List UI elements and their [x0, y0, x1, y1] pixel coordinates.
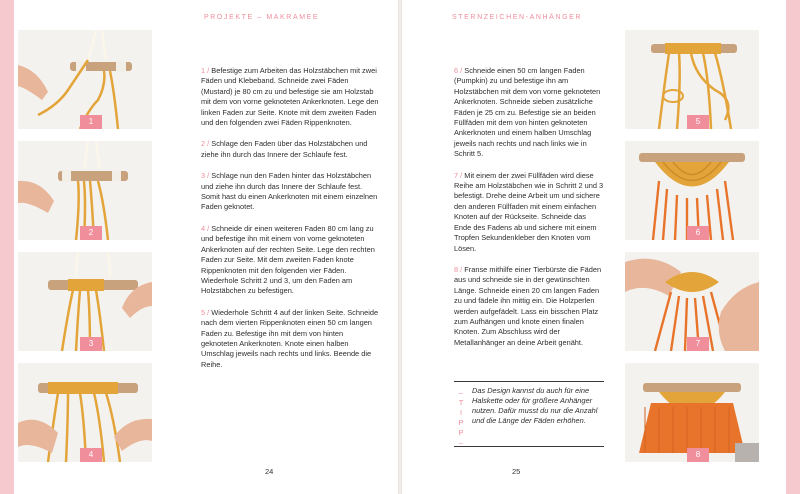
instruction-step-6	[454, 66, 604, 160]
step-photo-4	[18, 363, 152, 462]
step-text: Schneide dir einen weiteren Faden 80 cm lang zu und befestige ihn mit einem von vorne geknoteten Ankerknoten auf der rechten Seite. Lege den rechten Faden zur Seite. Mit dem zweiten Faden knote Rippenknoten mit den folgenden vier Fäden. Wiederhole Schritt 2 und 3, um den Faden am Holzstäbchen zu befestigen.	[201, 223, 375, 296]
step-text: Schlage nun den Faden hinter das Holzstäbchen und ziehe ihn durch das Innere der Schlaufe fest. Somit hast du einen Ankerknoten mit einem einzelnen Faden geknotet.	[201, 171, 378, 212]
step-text: Befestige zum Arbeiten das Holzstäbchen mit zwei Fäden und Klebeband. Schneide zwei Fäden (Mustard) je 80 cm zu und befestige sie am Holzstab mit dem von vorne geknoteten Ankerknoten. Lege den linken Faden zur Seite. Knote mit dem zweiten Faden und den folgenden zwei Fäden Rippenknoten.	[201, 66, 379, 128]
right-photo-column	[625, 30, 759, 474]
left-header: PROJEKTE – MAKRAMEE	[204, 14, 320, 21]
step-photo-8	[625, 363, 759, 462]
left-instructions	[201, 66, 381, 381]
step-photo-2	[18, 141, 152, 240]
step-number: 5 /	[201, 307, 210, 317]
step-photo-3	[18, 252, 152, 351]
instruction-step-3	[201, 171, 381, 213]
tip-letter: P	[458, 428, 464, 437]
instruction-step-5	[201, 308, 381, 370]
photo-6-number: 6	[687, 226, 709, 240]
step-photo-7	[625, 252, 759, 351]
step-text: Schneide einen 50 cm langen Faden (Pumpkin) zu und befestige ihn am Holzstäbchen mit dem von vorne geknoteten Ankerknoten. Schneide sieben zusätzliche Fäden je 25 cm zu. Befestige sie an beiden Füllfäden mit dem von hinten geknoteten Ankerknoten und einem halben Umschlag jeweils nach rechts und nach links wie in Schritt 5.	[454, 66, 601, 159]
instruction-step-7	[454, 171, 604, 254]
step-text: Mit einem der zwei Füllfäden wird diese Reihe am Holzstäbchen wie in Schritt 2 und 3 befestigt. Drehe deine Arbeit um und sichere den anderen Füllfaden mit einem einfachen Knoten auf der Rückseite. Schneide das Ende des Fadens ab und sichere mit einem Tropfen Sekundenkleber den Knoten vom Lösen.	[454, 170, 604, 253]
instruction-step-1	[201, 66, 381, 128]
left-page-number: 24	[265, 467, 274, 476]
tip-text: Das Design kannst du auch für eine Halskette oder für größere Anhänger nutzen. Dafür musst du nur die Anzahl und die Länge der Fäden erhöhen.	[472, 386, 598, 425]
instruction-step-8	[454, 265, 604, 348]
step-text: Franse mithilfe einer Tierbürste die Fäden aus und schneide sie in der gewünschten Länge. Schneide einen 20 cm langen Faden zu und fädele ihn mittig ein. Die Holzperlen werden aufgefädelt. Lass ein bisschen Platz zum Aufhängen und knote einen finalen Knoten. Zum Abschluss wird der Metallanhänger an deine Arbeit genäht.	[454, 264, 602, 347]
step-photo-1	[18, 30, 152, 129]
tip-letter: I	[459, 408, 463, 417]
right-header: STERNZEICHEN-ANHÄNGER	[452, 14, 583, 21]
step-number: 6 /	[454, 66, 463, 75]
step-text: Schlage den Faden über das Holzstäbchen und ziehe ihn durch das Innere der Schlaufe fest.	[201, 139, 368, 159]
step-number: 2 /	[201, 139, 210, 149]
photo-4-number: 4	[80, 448, 102, 462]
photo-3-number: 3	[80, 337, 102, 351]
step-number: 7 /	[454, 170, 463, 180]
tip-letter: T	[458, 398, 464, 407]
step-text: Wiederhole Schritt 4 auf der linken Seite. Schneide nach dem vierten Rippenknoten einen 50 cm langen Faden zu. Befestige ihn mit dem von hinten geknoteten Ankerknoten. Knote einen halben Umschlag jeweils nach rechts und links. Beende die Reihe.	[201, 307, 379, 369]
tip-letter: –	[458, 388, 464, 397]
photo-8-number: 8	[687, 448, 709, 462]
photo-7-number: 7	[687, 337, 709, 351]
right-page-number: 25	[512, 467, 521, 476]
step-number: 8 /	[454, 264, 463, 274]
photo-2-number: 2	[80, 226, 102, 240]
photo-1-number: 1	[80, 115, 102, 129]
instruction-step-2	[201, 139, 381, 160]
photo-5-number: 5	[687, 115, 709, 129]
tip-letter: –	[458, 438, 464, 447]
step-number: 4 /	[201, 223, 210, 233]
step-photo-6	[625, 141, 759, 240]
instruction-step-4	[201, 224, 381, 297]
tip-box	[454, 381, 604, 447]
left-page	[0, 0, 398, 494]
right-pink-strip	[786, 0, 800, 494]
left-pink-strip	[0, 0, 14, 494]
step-photo-5	[625, 30, 759, 129]
right-instructions	[454, 66, 604, 359]
step-number: 1 /	[201, 66, 210, 75]
tip-letter: P	[458, 418, 464, 427]
left-photo-column	[18, 30, 152, 474]
tip-label	[456, 388, 466, 448]
step-number: 3 /	[201, 171, 210, 181]
